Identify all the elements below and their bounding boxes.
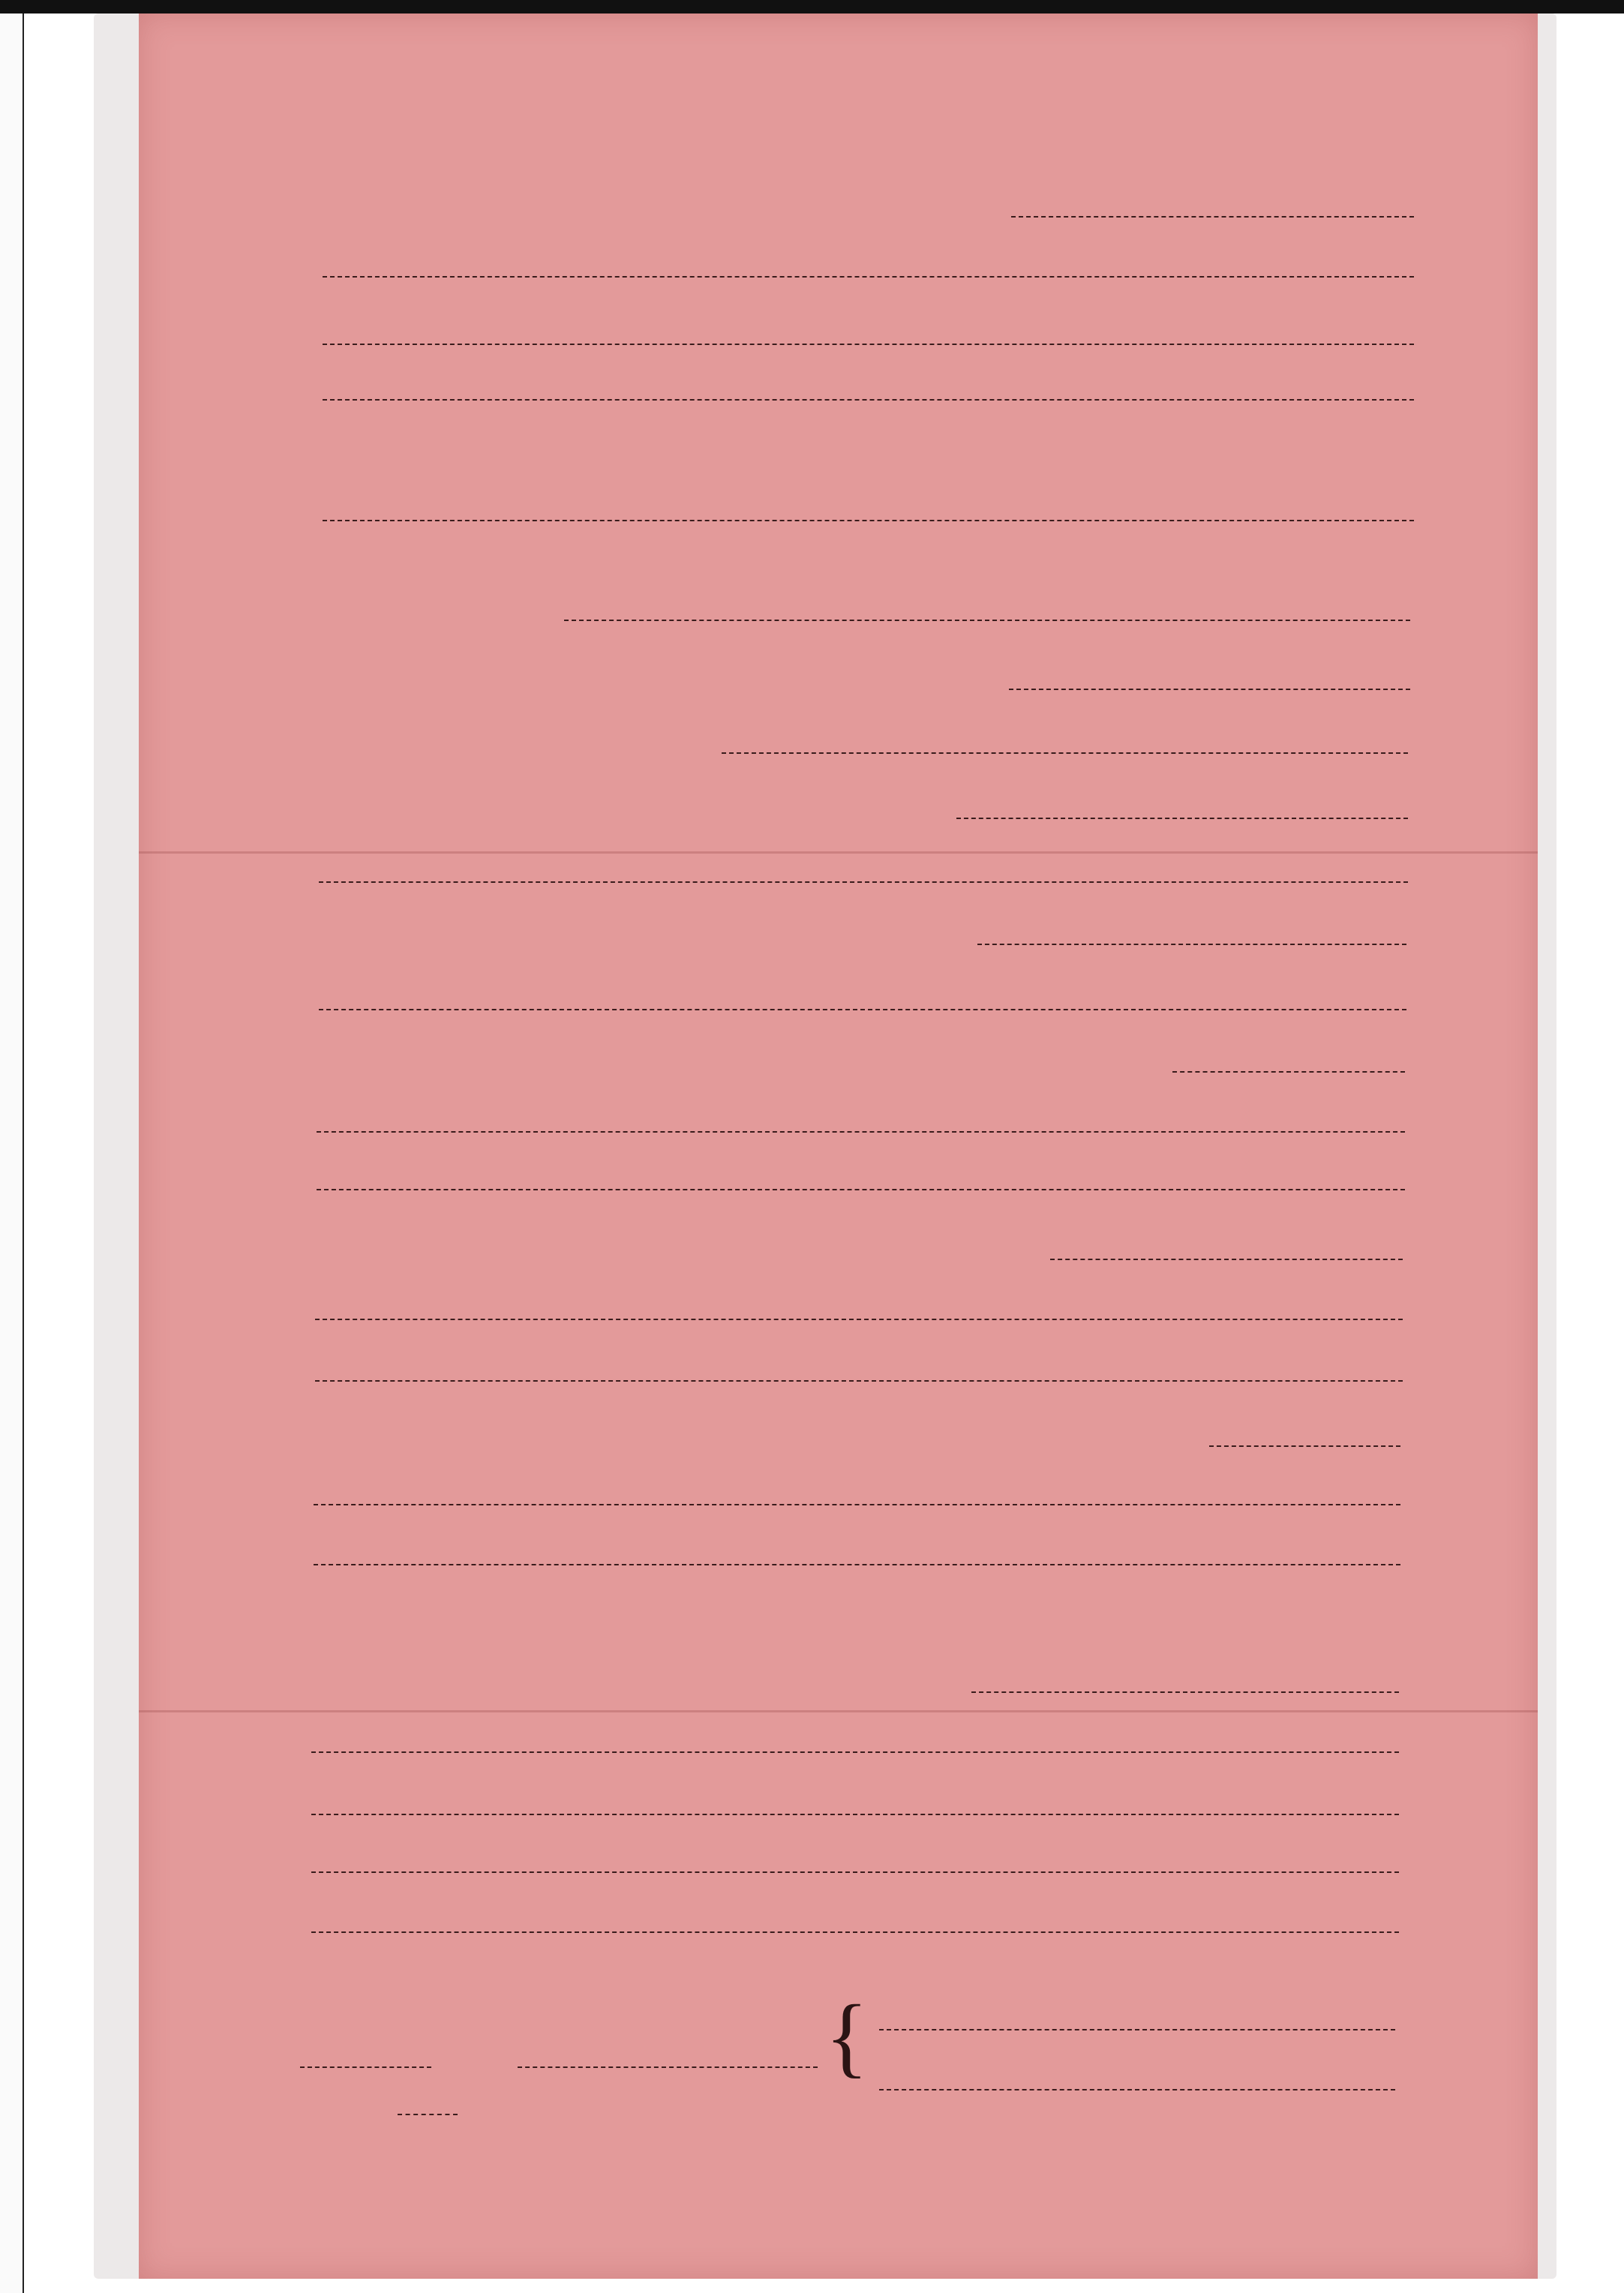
answer-line [317, 1189, 1405, 1190]
scan-top-border [0, 0, 1624, 14]
answer-line [323, 399, 1414, 401]
answer-line [977, 944, 1406, 945]
witness-2-line [879, 2089, 1395, 2090]
pension-form-page [139, 14, 1538, 2279]
witness-brace: { [825, 1986, 869, 2086]
answer-line [971, 1691, 1399, 1693]
answer-line [314, 1504, 1400, 1505]
answer-line [1009, 689, 1410, 690]
answer-line [323, 520, 1414, 521]
paper-fold-line [139, 851, 1538, 854]
answer-line [314, 1564, 1400, 1565]
answer-line [1209, 1445, 1400, 1447]
scan-left-margin [0, 14, 24, 2293]
answer-line [311, 1931, 1399, 1933]
answer-line [315, 1380, 1403, 1382]
answer-line [564, 620, 1410, 621]
answer-line [323, 276, 1414, 278]
month-blank [518, 2066, 818, 2068]
day-blank [300, 2066, 431, 2068]
witness-1-line [879, 2029, 1395, 2030]
answer-line [317, 1131, 1405, 1133]
answer-line [315, 1319, 1403, 1320]
answer-line [956, 818, 1408, 819]
answer-line [311, 1814, 1399, 1815]
answer-line [319, 881, 1408, 883]
paper-fold-line [139, 1710, 1538, 1712]
answer-line [722, 752, 1408, 754]
year-blank [398, 2114, 458, 2115]
answer-line [1011, 216, 1414, 218]
answer-line [1172, 1071, 1405, 1073]
answer-line [1050, 1259, 1403, 1260]
answer-line [311, 1751, 1399, 1753]
answer-line [311, 1871, 1399, 1873]
answer-line [319, 1009, 1406, 1010]
answer-line [323, 344, 1414, 345]
